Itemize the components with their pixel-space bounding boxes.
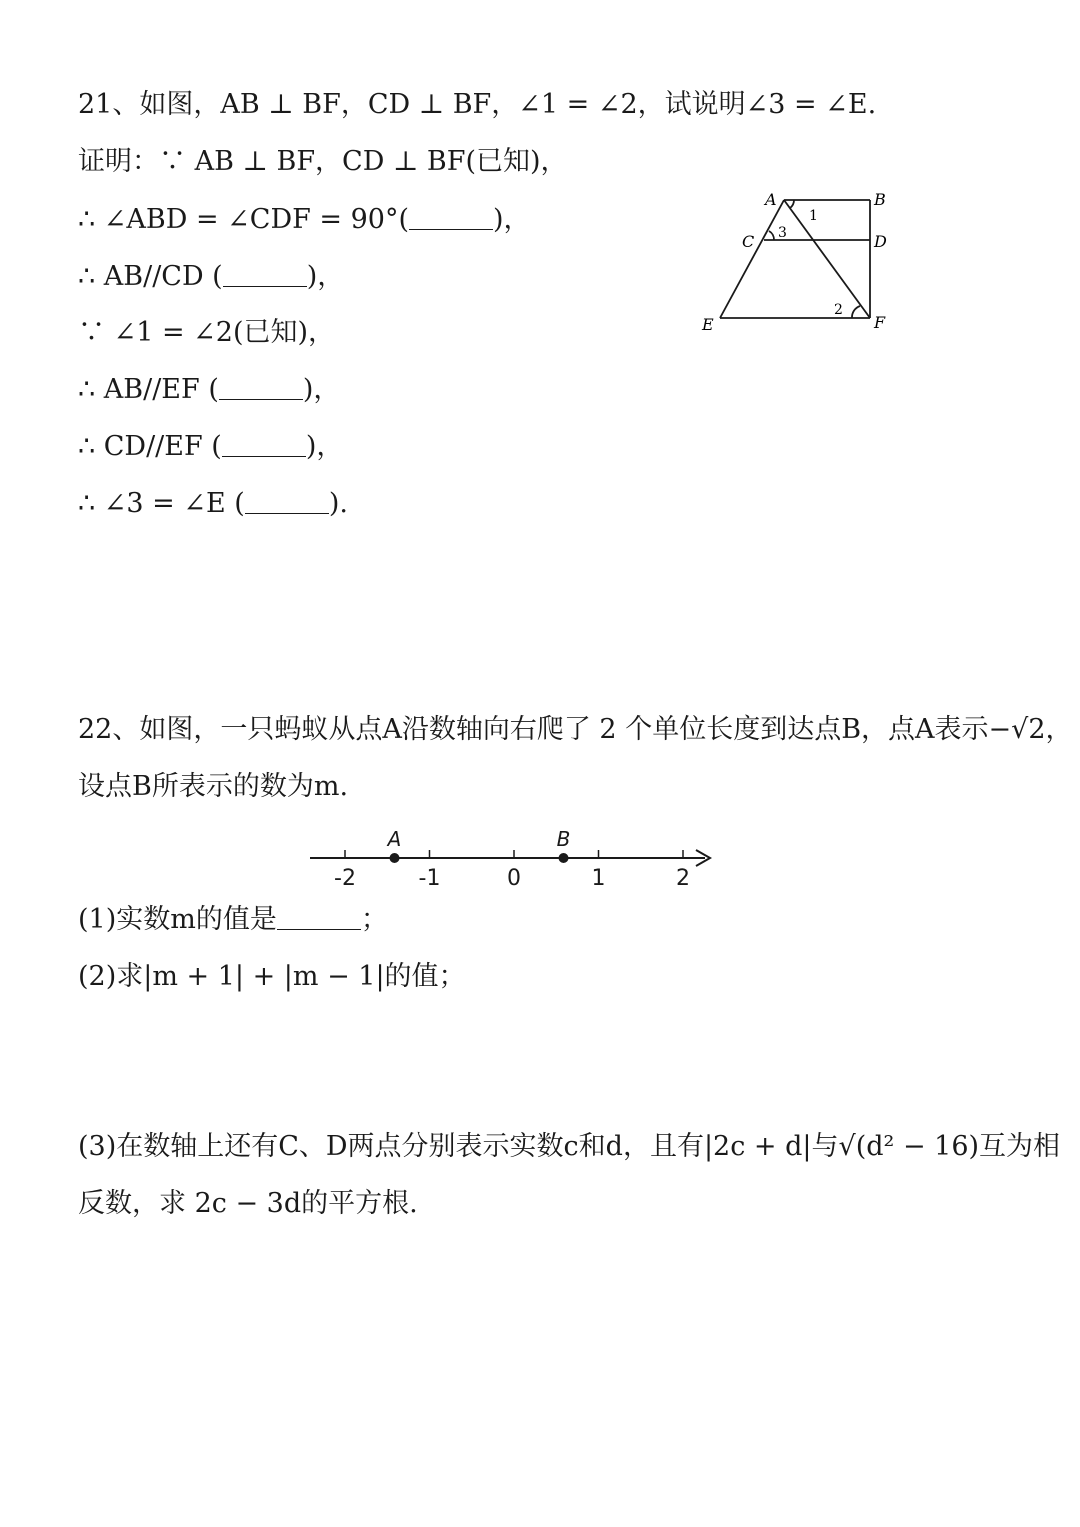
part1-end: ； [360,904,388,935]
label-e: E [702,315,714,334]
answer-blank[interactable] [219,373,303,400]
step-end: )， [493,204,531,235]
tick-label: -1 [418,866,441,891]
q22-stem-line2: 设点B所表示的数为m. [78,771,349,802]
step-end: )， [306,261,345,292]
step-text: ∴ AB//CD ( [78,261,223,292]
q21-stem: 21、如图，AB ⊥ BF，CD ⊥ BF，∠1 = ∠2，试说明∠3 = ∠E. [78,89,877,120]
q22-part3-line1: (3)在数轴上还有C、D两点分别表示实数c和d，且有|2c + d|与√(d² − 16)互为相 [78,1131,1061,1162]
q21-step-2 [78,260,344,294]
label-b: B [874,190,886,209]
step-text: ∴ CD//EF ( [78,431,222,462]
step-text: ∴ ∠3 = ∠E ( [78,488,245,519]
label-a: A [765,190,777,209]
angle-2-arc [852,306,860,318]
q21-step-3 [78,316,335,350]
label-angle-2: 2 [834,302,843,318]
step-text: ∴ AB//EF ( [78,374,219,405]
step-end: )， [305,431,344,462]
step-text: ∴ ∠ABD = ∠CDF = 90°( [78,204,410,235]
q21-geometry-figure [690,180,900,340]
label-f: F [874,313,886,332]
tick-label: 0 [507,866,521,891]
segment-ae [720,200,784,318]
label-c: C [742,232,755,251]
step-end: )， [302,374,341,405]
step-text: ∵ ∠1 = ∠2(已知)， [78,317,336,348]
answer-blank[interactable] [245,487,329,514]
q21-step-4 [78,373,340,407]
tick-label: 1 [591,866,606,891]
q21-proof-intro: 证明：∵ AB ⊥ BF，CD ⊥ BF(已知)， [78,146,568,177]
answer-blank[interactable] [222,430,306,457]
tick-label: 2 [676,866,690,891]
q22-part1 [78,903,388,937]
angle-3-arc [769,231,774,240]
q22-part3-line2: 反数，求 2c − 3d的平方根. [78,1188,418,1219]
answer-blank[interactable] [409,203,493,230]
q21-step-1 [78,203,531,237]
q21-step-6 [78,487,348,521]
answer-blank[interactable] [277,903,361,930]
tick-label: -2 [334,866,356,891]
point-b [559,853,569,863]
label-angle-1: 1 [809,208,818,224]
q22-number-line [300,820,720,895]
q22-part2: (2)求|m + 1| + |m − 1|的值； [78,961,466,992]
segment-af [784,200,870,318]
label-angle-3: 3 [778,225,787,241]
label-d: D [874,232,887,251]
q21-step-5 [78,430,343,464]
point-label-b: B [556,827,571,851]
part1-text: (1)实数m的值是 [78,904,277,935]
point-a [390,853,400,863]
angle-1-arc [790,200,794,208]
q22-stem-line1: 22、如图，一只蚂蚁从点A沿数轴向右爬了 2 个单位长度到达点B，点A表示−√2， [78,714,1073,745]
answer-blank[interactable] [223,260,307,287]
point-label-a: A [387,827,402,851]
step-end: ). [328,488,348,519]
